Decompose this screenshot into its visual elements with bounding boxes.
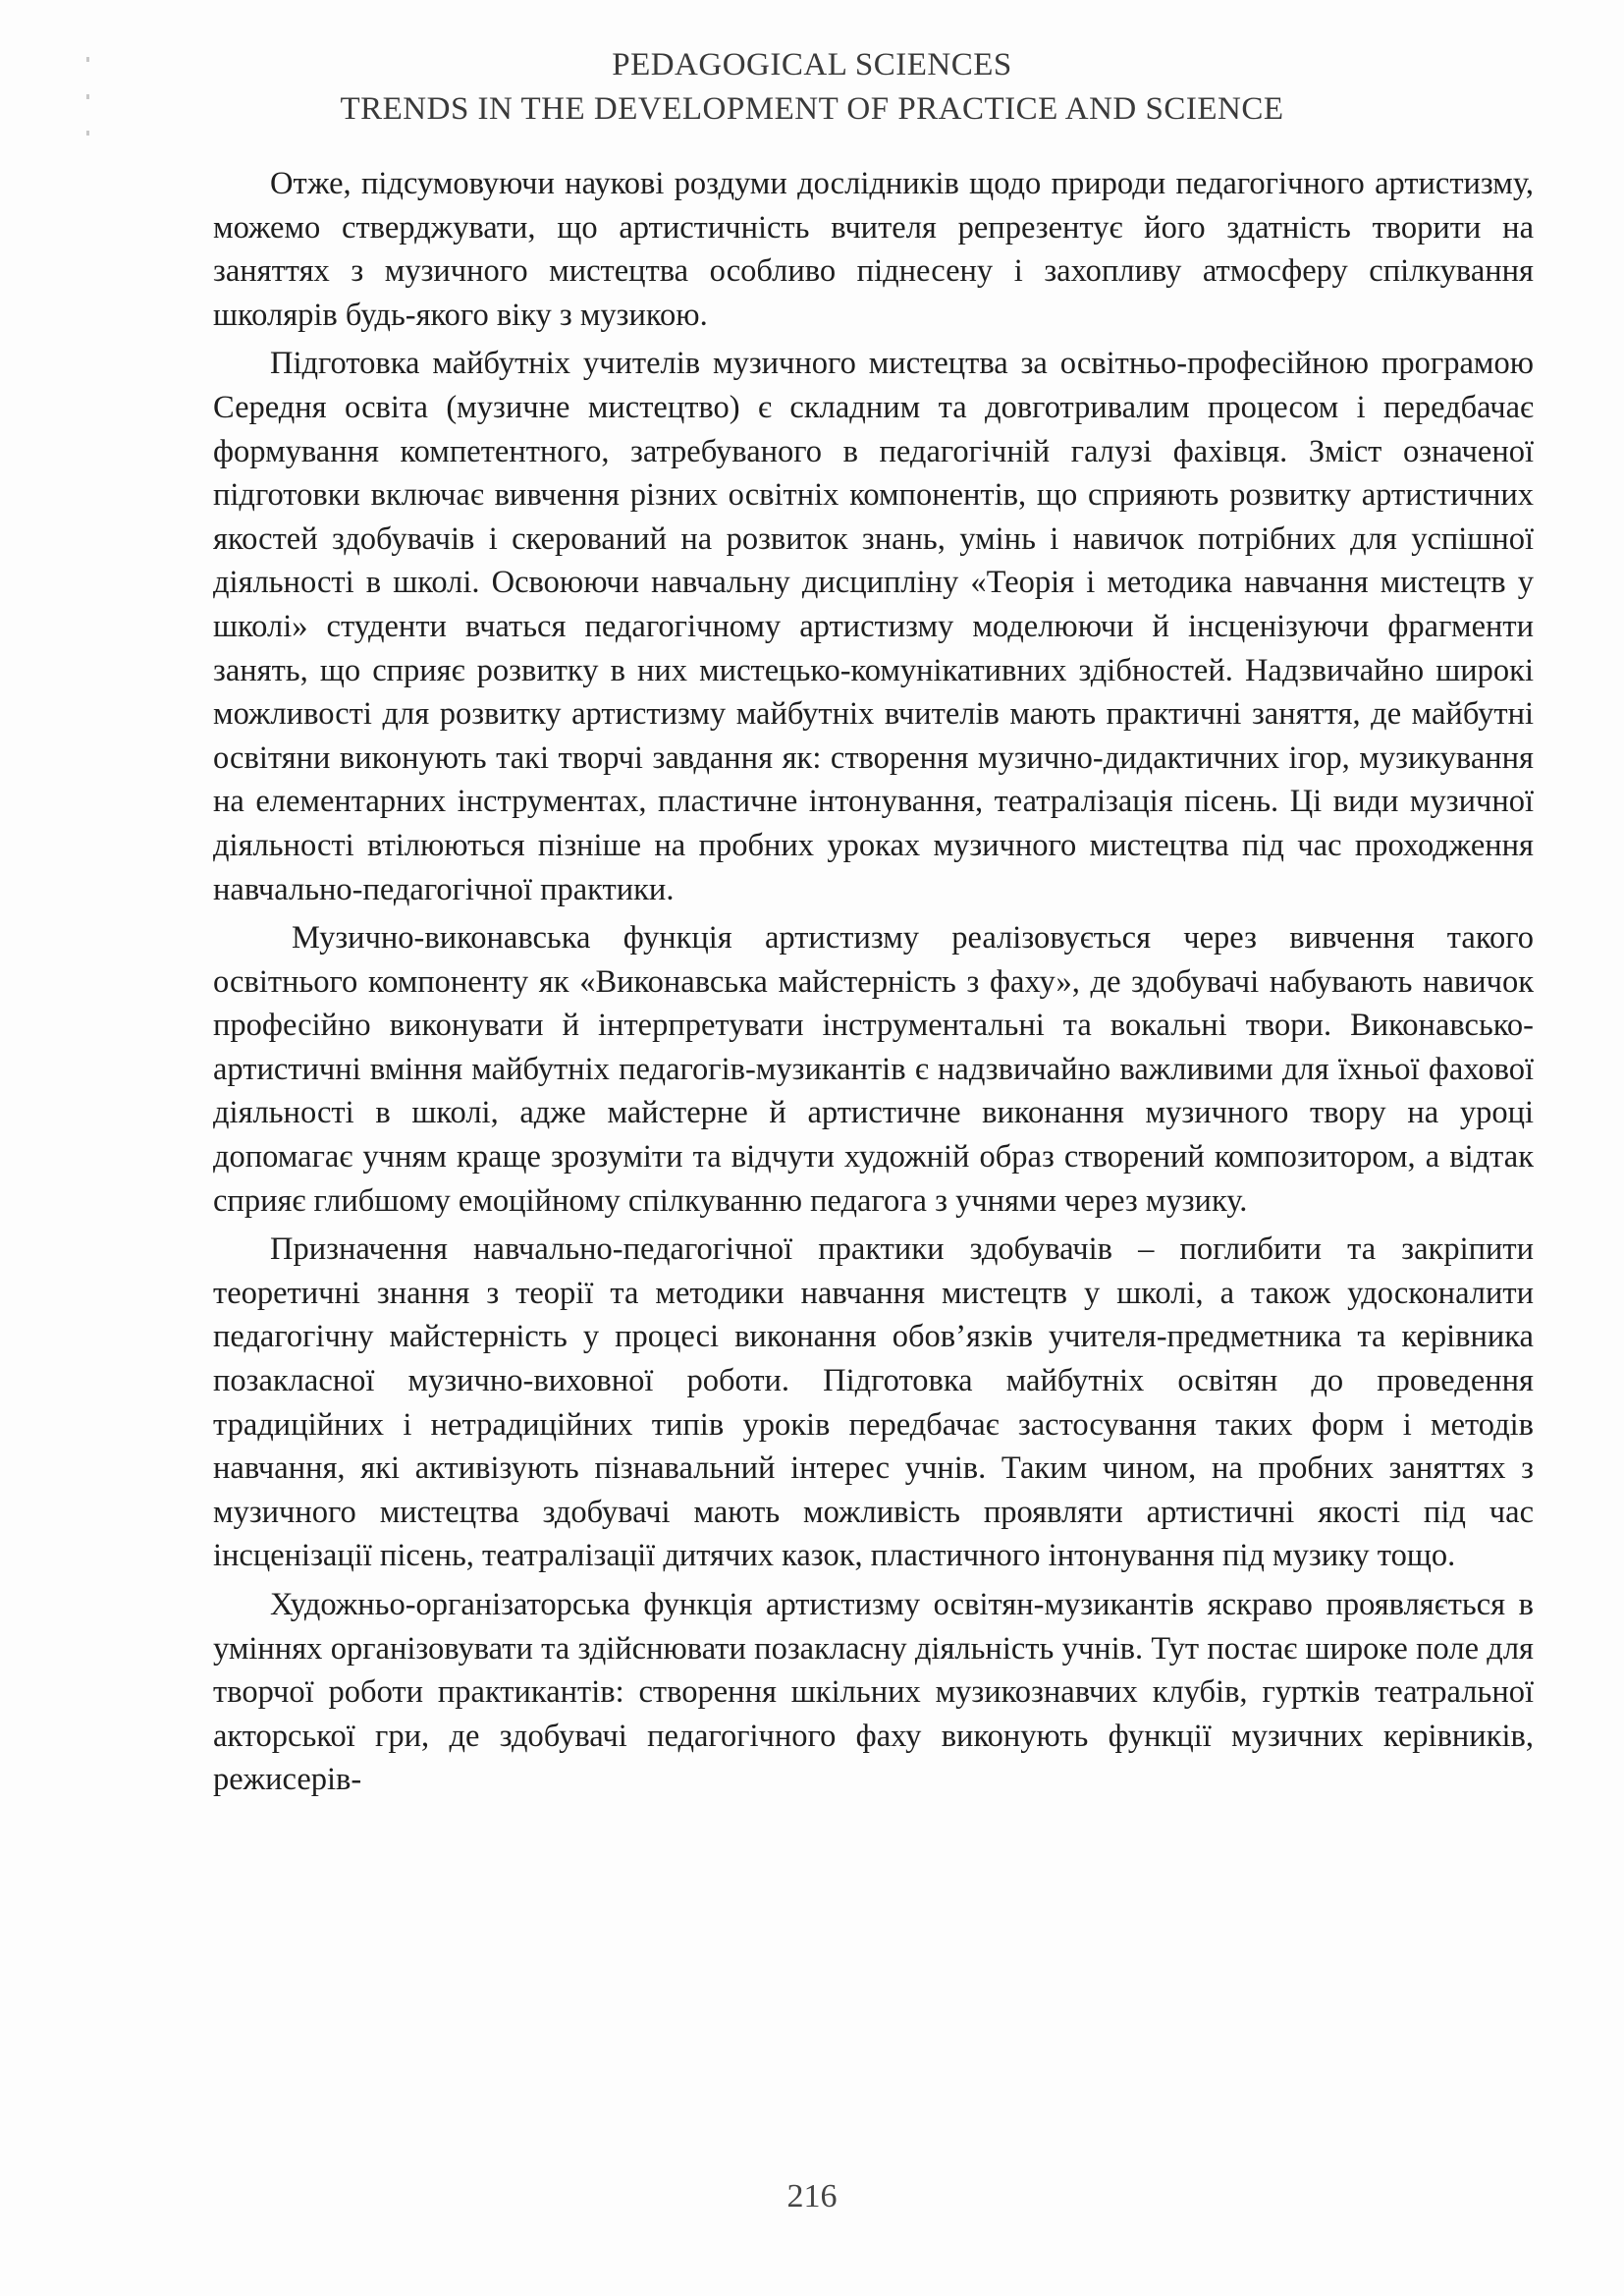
running-header	[0, 43, 1624, 132]
body-text	[213, 162, 1534, 1807]
paragraph: Отже, підсумовуючи наукові роздуми дослідників щодо природи педагогічного артистизму, можемо стверджувати, що артистичність вчителя репрезентує його здатність творити на заняттях з музичного мистецтва особливо піднесену і захопливу атмосферу спілкування школярів будь-якого віку з музикою.	[213, 166, 1534, 333]
page-number: 216	[786, 2178, 838, 2214]
paragraph: Призначення навчально-педагогічної практики здобувачів – поглибити та закріпити теоретичні знання з теорії та методики навчання мистецтв у школі, а також удосконалити педагогічну майстерність у процесі виконання обов’язків учителя-предметника та керівника позакласної музично-виховної роботи. Підготовка майбутніх освітян до проведення традиційних і нетрадиційних типів уроків передбачає застосування таких форм і методів навчання, які активізують пізнавальний інтерес учнів. Таким чином, на пробних заняттях з музичного мистецтва здобувачі мають можливість проявляти артистичні якості під час інсценізації пісень, театралізації дитячих казок, пластичного інтонування під музику тощо.	[213, 1231, 1534, 1574]
paragraph: Підготовка майбутніх учителів музичного мистецтва за освітньо-професійною програмою Середня освіта (музичне мистецтво) є складним та довготривалим процесом і передбачає формування компетентного, затребуваного в педагогічній галузі фахівця. Зміст означеної підготовки включає вивчення різних освітніх компонентів, що сприяють розвитку артистичних якостей здобувачів і скерований на розвиток знань, умінь і навичок потрібних для успішної діяльності в школі. Освоюючи навчальну дисципліну «Теорія і методика навчання мистецтв у школі» студенти вчаться педагогічному артистизму моделюючи й інсценізуючи фрагменти занять, що сприяє розвитку в них мистецько-комунікативних здібностей. Надзвичайно широкі можливості для розвитку артистизму майбутніх вчителів мають практичні заняття, де майбутні освітяни виконують такі творчі завдання як: створення музично-дидактичних ігор, музикування на елементарних інструментах, пластичне інтонування, театралізація пісень. Ці види музичної діяльності втілюються пізніше на пробних уроках музичного мистецтва під час проходження навчально-педагогічної практики.	[213, 346, 1534, 907]
header-journal-section: PEDAGOGICAL SCIENCES	[612, 47, 1012, 82]
header-journal-title: TRENDS IN THE DEVELOPMENT OF PRACTICE AND SCIENCE	[340, 91, 1284, 127]
paragraph: Музично-виконавська функція артистизму реалізовується через вивчення такого освітнього компоненту як «Виконавська майстерність з фаху», де здобувачі набувають навичок професійно виконувати й інтерпретувати інструментальні та вокальні твори. Виконавсько-артистичні вміння майбутніх педагогів-музикантів є надзвичайно важливими для їхньої фахової діяльності в школі, адже майстерне й артистичне виконання музичного твору на уроці допомагає учням краще зрозуміти та відчути художній образ створений композитором, а відтак сприяє глибшому емоційному спілкуванню педагога з учнями через музику.	[213, 920, 1534, 1219]
paragraph: Художньо-організаторська функція артистизму освітян-музикантів яскраво проявляється в уміннях організовувати та здійснювати позакласну діяльність учнів. Тут постає широке поле для творчої роботи практикантів: створення шкільних музикознавчих клубів, гуртків театральної акторської гри, де здобувачі педагогічного фаху виконують функції музичних керівників, режисерів-	[213, 1587, 1534, 1798]
